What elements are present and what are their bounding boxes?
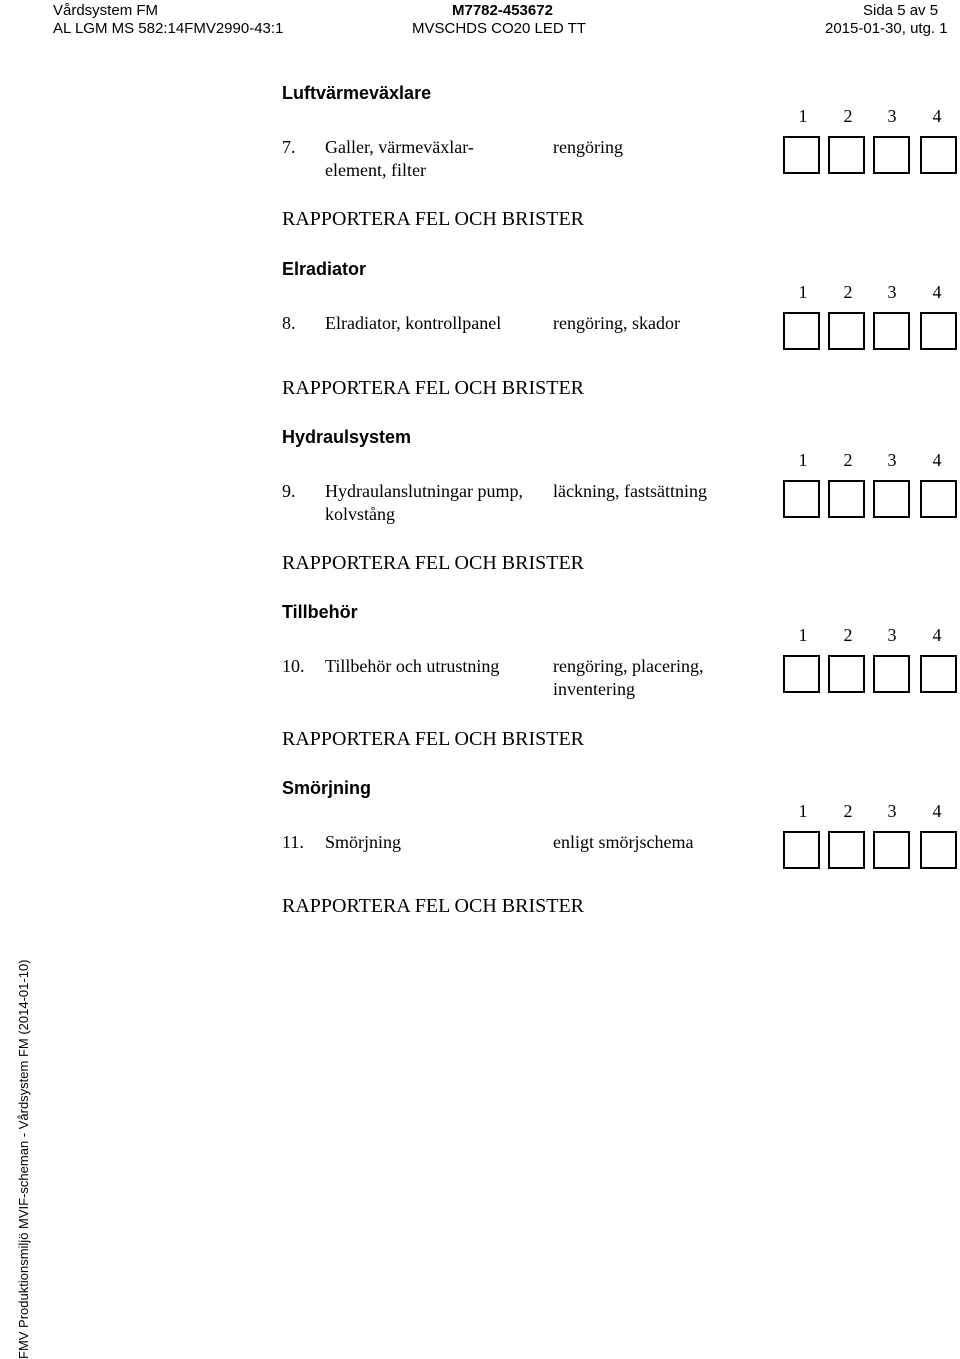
item-number: 9. (282, 481, 296, 501)
item-number: 7. (282, 137, 296, 157)
section-title-elradiator: Elradiator (282, 259, 367, 279)
item-action: rengöring, placering, (553, 656, 704, 676)
checkbox-2[interactable] (828, 831, 865, 869)
item-description: Smörjning (325, 832, 402, 852)
checkbox-1[interactable] (783, 831, 820, 869)
checkbox-4[interactable] (920, 312, 957, 350)
checkbox-4[interactable] (920, 480, 957, 518)
checkbox-3[interactable] (873, 480, 910, 518)
page-number: Sida 5 av 5 (863, 2, 939, 19)
checkbox-2[interactable] (828, 480, 865, 518)
item-number: 11. (282, 832, 304, 852)
item-action: läckning, fastsättning (553, 481, 707, 501)
item-number: 10. (282, 656, 305, 676)
equipment-id: AL LGM MS 582:14FMV2990-43:1 (53, 20, 284, 37)
item-action: enligt smörjschema (553, 832, 694, 852)
checkbox-2[interactable] (828, 136, 865, 174)
checkbox-2[interactable] (828, 312, 865, 350)
item-description-line2: kolvstång (325, 504, 395, 524)
item-action: rengöring, skador (553, 313, 680, 333)
checkbox-group (783, 136, 959, 174)
item-action-line2: inventering (553, 679, 635, 699)
report-faults-label: RAPPORTERA FEL OCH BRISTER (282, 208, 585, 230)
column-numbers: 1 2 3 4 (798, 106, 942, 126)
checkbox-1[interactable] (783, 136, 820, 174)
column-numbers: 1 2 3 4 (798, 282, 942, 302)
issue-date: 2015-01-30, utg. 1 (825, 20, 948, 37)
checkbox-2[interactable] (828, 655, 865, 693)
item-number: 8. (282, 313, 296, 333)
item-description: Elradiator, kontrollpanel (325, 313, 502, 333)
checkbox-1[interactable] (783, 480, 820, 518)
checkbox-3[interactable] (873, 831, 910, 869)
section-title-luftvarmevaxlare: Luftvärmeväxlare (282, 83, 432, 103)
report-faults-label: RAPPORTERA FEL OCH BRISTER (282, 552, 585, 574)
checkbox-3[interactable] (873, 655, 910, 693)
column-numbers: 1 2 3 4 (798, 625, 942, 645)
column-numbers: 1 2 3 4 (798, 450, 942, 470)
model-name: MVSCHDS CO20 LED TT (412, 20, 586, 37)
item-action: rengöring (553, 137, 623, 157)
report-faults-label: RAPPORTERA FEL OCH BRISTER (282, 895, 585, 917)
checkbox-4[interactable] (920, 831, 957, 869)
item-description: Galler, värmeväxlar- (325, 137, 474, 157)
checkbox-group (783, 480, 959, 518)
checkbox-group (783, 655, 959, 693)
checkbox-4[interactable] (920, 655, 957, 693)
checkbox-3[interactable] (873, 136, 910, 174)
checkbox-group (783, 312, 959, 350)
report-faults-label: RAPPORTERA FEL OCH BRISTER (282, 728, 585, 750)
side-footer-text: FMV Produktionsmiljö MVIF-scheman - Vårdsystem FM (2014-01-10) (16, 959, 31, 1359)
checkbox-4[interactable] (920, 136, 957, 174)
item-description: Tillbehör och utrustning (325, 656, 500, 676)
system-name: Vårdsystem FM (53, 2, 159, 19)
checkbox-1[interactable] (783, 655, 820, 693)
item-description-line2: element, filter (325, 160, 426, 180)
checkbox-1[interactable] (783, 312, 820, 350)
section-title-tillbehor: Tillbehör (282, 602, 358, 622)
checkbox-3[interactable] (873, 312, 910, 350)
section-title-smorjning: Smörjning (282, 778, 371, 798)
item-description: Hydraulanslutningar pump, (325, 481, 523, 501)
document-id: M7782-453672 (452, 2, 553, 19)
section-title-hydraulsystem: Hydraulsystem (282, 427, 412, 447)
report-faults-label: RAPPORTERA FEL OCH BRISTER (282, 377, 585, 399)
checkbox-group (783, 831, 959, 869)
column-numbers: 1 2 3 4 (798, 801, 942, 821)
